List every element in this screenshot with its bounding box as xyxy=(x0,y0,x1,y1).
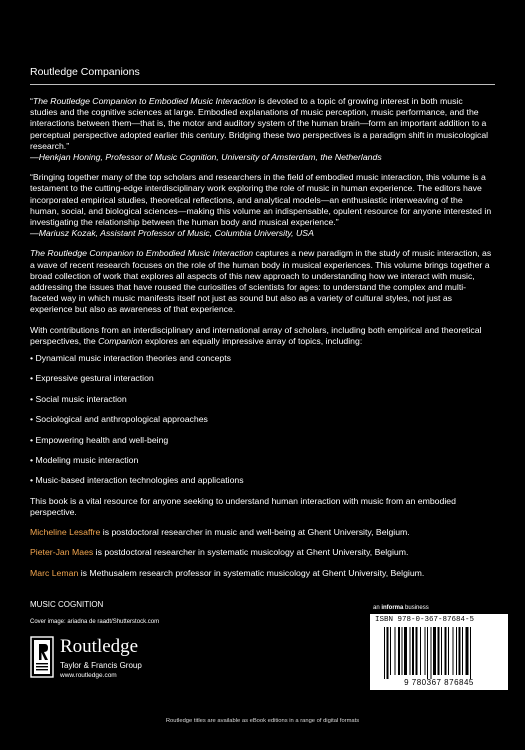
list-item: • Sociological and anthropological approaches xyxy=(30,414,208,425)
editor-bio-text: is postdoctoral researcher in music and well-being at Ghent University, Belgium. xyxy=(100,527,410,538)
endorsement-text: “Bringing together many of the top scholars and researchers in the field of embodied music interaction, this volume is a testament to the cutting-edge interdisciplinary work exploring the role of music in human experience. The editors have incorporated empirical studies, theoretical reflections, and analytical models—an enthusiastic interweaving of the human, social, and biological sciences—making this volume an indispensable, opulent resource for anyone interested in investigating the relationship between the human body and musical experience.” xyxy=(30,172,492,228)
informa-business-label xyxy=(373,605,429,611)
barcode-bar xyxy=(470,627,471,679)
list-item: • Modeling music interaction xyxy=(30,455,139,466)
barcode-bar xyxy=(412,627,414,675)
barcode-bar xyxy=(425,627,426,675)
barcode-bar xyxy=(398,627,400,675)
barcode-bar xyxy=(438,627,440,675)
list-item: • Music-based interaction technologies and applications xyxy=(30,475,244,486)
contributions-text-end: explores an equally impressive array of topics, including: xyxy=(142,335,363,346)
cover-image-credit: Cover image: ariadna de raadt/Shutterstock.com xyxy=(30,619,160,625)
barcode-bar xyxy=(410,627,411,675)
barcode-bar xyxy=(384,627,385,679)
editor-bio xyxy=(30,568,492,579)
list-item: • Expressive gestural interaction xyxy=(30,373,154,384)
endorsement-kozak xyxy=(30,172,492,239)
list-item: • Social music interaction xyxy=(30,393,127,404)
publisher-name: Routledge xyxy=(60,636,139,657)
description-paragraph xyxy=(30,248,492,315)
routledge-logo-icon xyxy=(30,636,54,678)
list-item: • Dynamical music interaction theories and concepts xyxy=(30,353,232,364)
barcode-bar xyxy=(453,627,454,675)
ebook-footer-note: Routledge titles are available as eBook editions in a range of digital formats xyxy=(165,718,360,724)
editor-name: Micheline Lesaffre xyxy=(30,527,101,538)
publisher-group: Taylor & Francis Group xyxy=(60,661,142,670)
endorsement-text: is devoted to a topic of growing interest in both music studies and the cognitive sciences at large. Embodied explanations of music perception, music performance, and the interactions between them—that is, the motor and auditory system of the human brain—form an important addition to a perceptual perspective adopted earlier this century. Bridging these two perspectives is a paradigm shift in musicological research.” xyxy=(30,96,489,151)
barcode-bar xyxy=(390,627,391,675)
barcode-bar xyxy=(404,627,407,675)
barcode-bar xyxy=(445,627,447,675)
description-text: captures a new paradigm in the study of music interaction, as a wave of recent research focuses on the role of the human body in musical experiences. This volume brings together a broad collection of work that explores all aspects of this new approach to understanding how we interact with music, addressing the issues that have roused the curiosities of scientists for ages: to understand the complex and multi-faceted way in which music manifests itself not just as sound but also as a variety of cultural styles, not just as experience but also as awareness of that experience. xyxy=(30,248,492,315)
editor-bio-text: is Methusalem research professor in systematic musicology at Ghent University, Belgium. xyxy=(78,567,425,578)
barcode-bar xyxy=(448,627,449,675)
barcode-bar xyxy=(433,627,436,675)
barcode-bar xyxy=(441,627,442,675)
contributions-paragraph xyxy=(30,325,492,347)
barcode-bar xyxy=(431,627,432,679)
endorsement-honing: “The Routledge Companion to Embodied Music Interaction is devoted to a topic of growing interest in both music studies and the cognitive sciences at large. Embodied explanations of music perception, music performance, and the interactions between them—that is, the motor and auditory system of the human brain—form an important addition to a perceptual perspective adopted earlier this century. Bridging these two perspectives is a paradigm shift in musicological research.” —Henkjan Honing, Professor of Music Cognition, University of Amsterdam, the Netherlands xyxy=(30,96,489,163)
endorsement-attribution: —Henkjan Honing, Professor of Music Cognition, University of Amsterdam, the Netherlands xyxy=(30,152,382,163)
barcode-bar xyxy=(402,627,403,675)
header-rule xyxy=(30,84,495,85)
editor-bio xyxy=(30,527,492,538)
endorsement-attribution: —Mariusz Kozak, Assistant Professor of Music, Columbia University, USA xyxy=(30,228,314,239)
barcode-bar xyxy=(387,627,389,679)
isbn-text: ISBN 978-0-367-87684-5 xyxy=(375,616,475,624)
publisher-logo xyxy=(30,636,230,686)
list-item: • Empowering health and well-being xyxy=(30,434,169,445)
informa-suffix: business xyxy=(403,605,429,611)
informa-brand: informa xyxy=(381,605,404,611)
barcode-bar xyxy=(395,627,396,675)
barcode-bar xyxy=(466,627,469,675)
barcode-number: 9 780367 876845 xyxy=(404,678,474,687)
series-name: Routledge Companions xyxy=(30,66,140,78)
barcode-bar xyxy=(459,627,461,675)
back-cover-text xyxy=(30,96,492,588)
publisher-url[interactable]: www.routledge.com xyxy=(60,672,117,679)
barcode-bar xyxy=(420,627,421,675)
topics-list xyxy=(30,353,492,487)
editor-bio-text: is postdoctoral researcher in systematic musicology at Ghent University, Belgium. xyxy=(93,547,409,558)
isbn-barcode xyxy=(370,614,508,690)
resource-paragraph: This book is a vital resource for anyone seeking to understand human interaction with music from an embodied perspective. xyxy=(30,495,456,517)
barcode-bar xyxy=(416,627,418,675)
book-title-italic: The Routledge Companion to Embodied Music Interaction xyxy=(32,96,257,106)
contributions-text: With contributions from an interdisciplinary and international array of scholars, including both empirical and theoretical perspectives, the xyxy=(30,324,482,346)
editor-bio xyxy=(30,547,492,558)
barcode-bar xyxy=(427,627,428,679)
companion-italic: Companion xyxy=(98,335,143,346)
editor-name: Pieter-Jan Maes xyxy=(30,547,94,558)
editor-name: Marc Leman xyxy=(30,567,79,578)
informa-prefix: an xyxy=(373,605,382,611)
barcode-bar xyxy=(462,627,463,675)
subject-category: MUSIC COGNITION xyxy=(30,600,104,609)
barcode-bar xyxy=(456,627,457,675)
book-title-italic: The Routledge Companion to Embodied Music Interaction xyxy=(30,248,254,259)
